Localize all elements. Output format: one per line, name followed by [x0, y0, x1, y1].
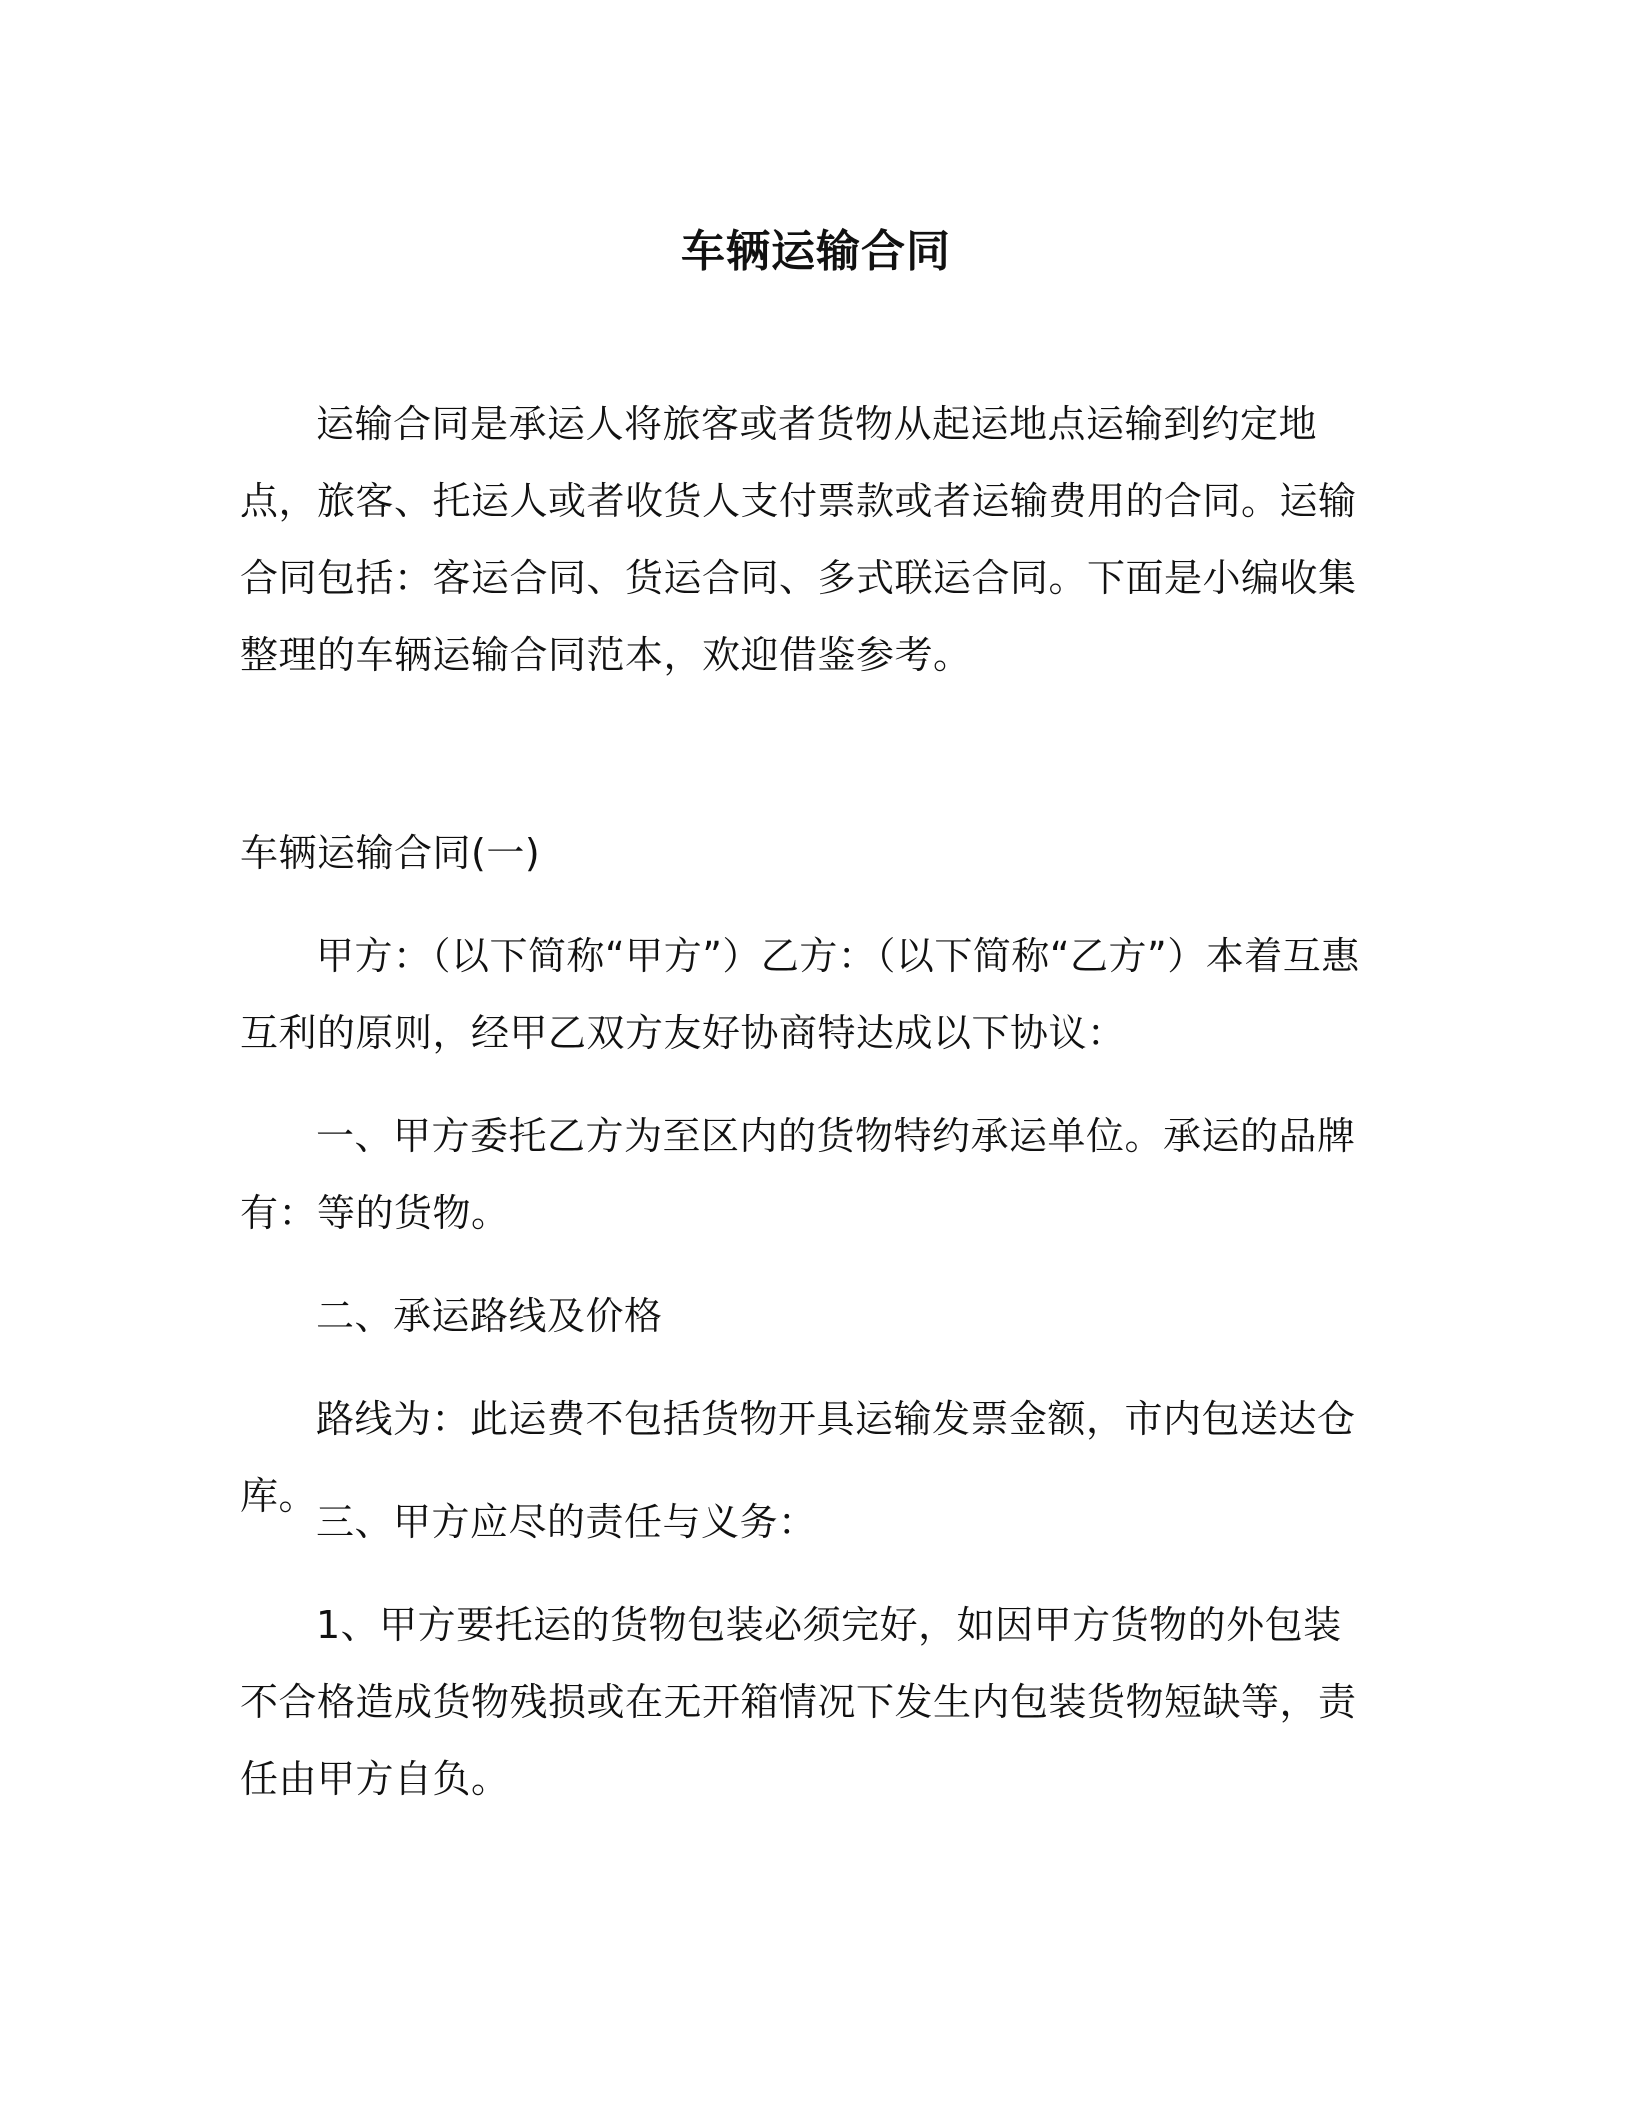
clause-3-item-1: 1、甲方要托运的货物包装必须完好，如因甲方货物的外包装不合格造成货物残损或在无开箱情况下发生内包装货物短缺等，责任由甲方自负。 — [240, 1603, 1357, 1801]
document-title: 车辆运输合同 — [681, 226, 951, 277]
intro-paragraph: 运输合同是承运人将旅客或者货物从起运地点运输到约定地点，旅客、托运人或者收货人支付票款或者运输费用的合同。运输合同包括：客运合同、货运合同、多式联运合同。下面是小编收集整理的车辆运输合同范本，欢迎借鉴参考。 — [240, 402, 1357, 677]
parties-paragraph: 甲方：（以下简称“甲方”）乙方：（以下简称“乙方”）本着互惠互利的原则，经甲乙双方友好协商特达成以下协议： — [240, 934, 1360, 1055]
clause-3-heading: 三、甲方应尽的责任与义务： — [316, 1500, 817, 1544]
clause-2-route: 路线为：此运费不包括货物开具运输发票金额，市内包送达仓库。 — [240, 1397, 1356, 1518]
clause-1-paragraph: 一、甲方委托乙方为至区内的货物特约承运单位。承运的品牌有：等的货物。 — [240, 1114, 1356, 1235]
clause-2-heading: 二、承运路线及价格 — [316, 1294, 663, 1338]
section-heading: 车辆运输合同(一) — [240, 831, 541, 875]
